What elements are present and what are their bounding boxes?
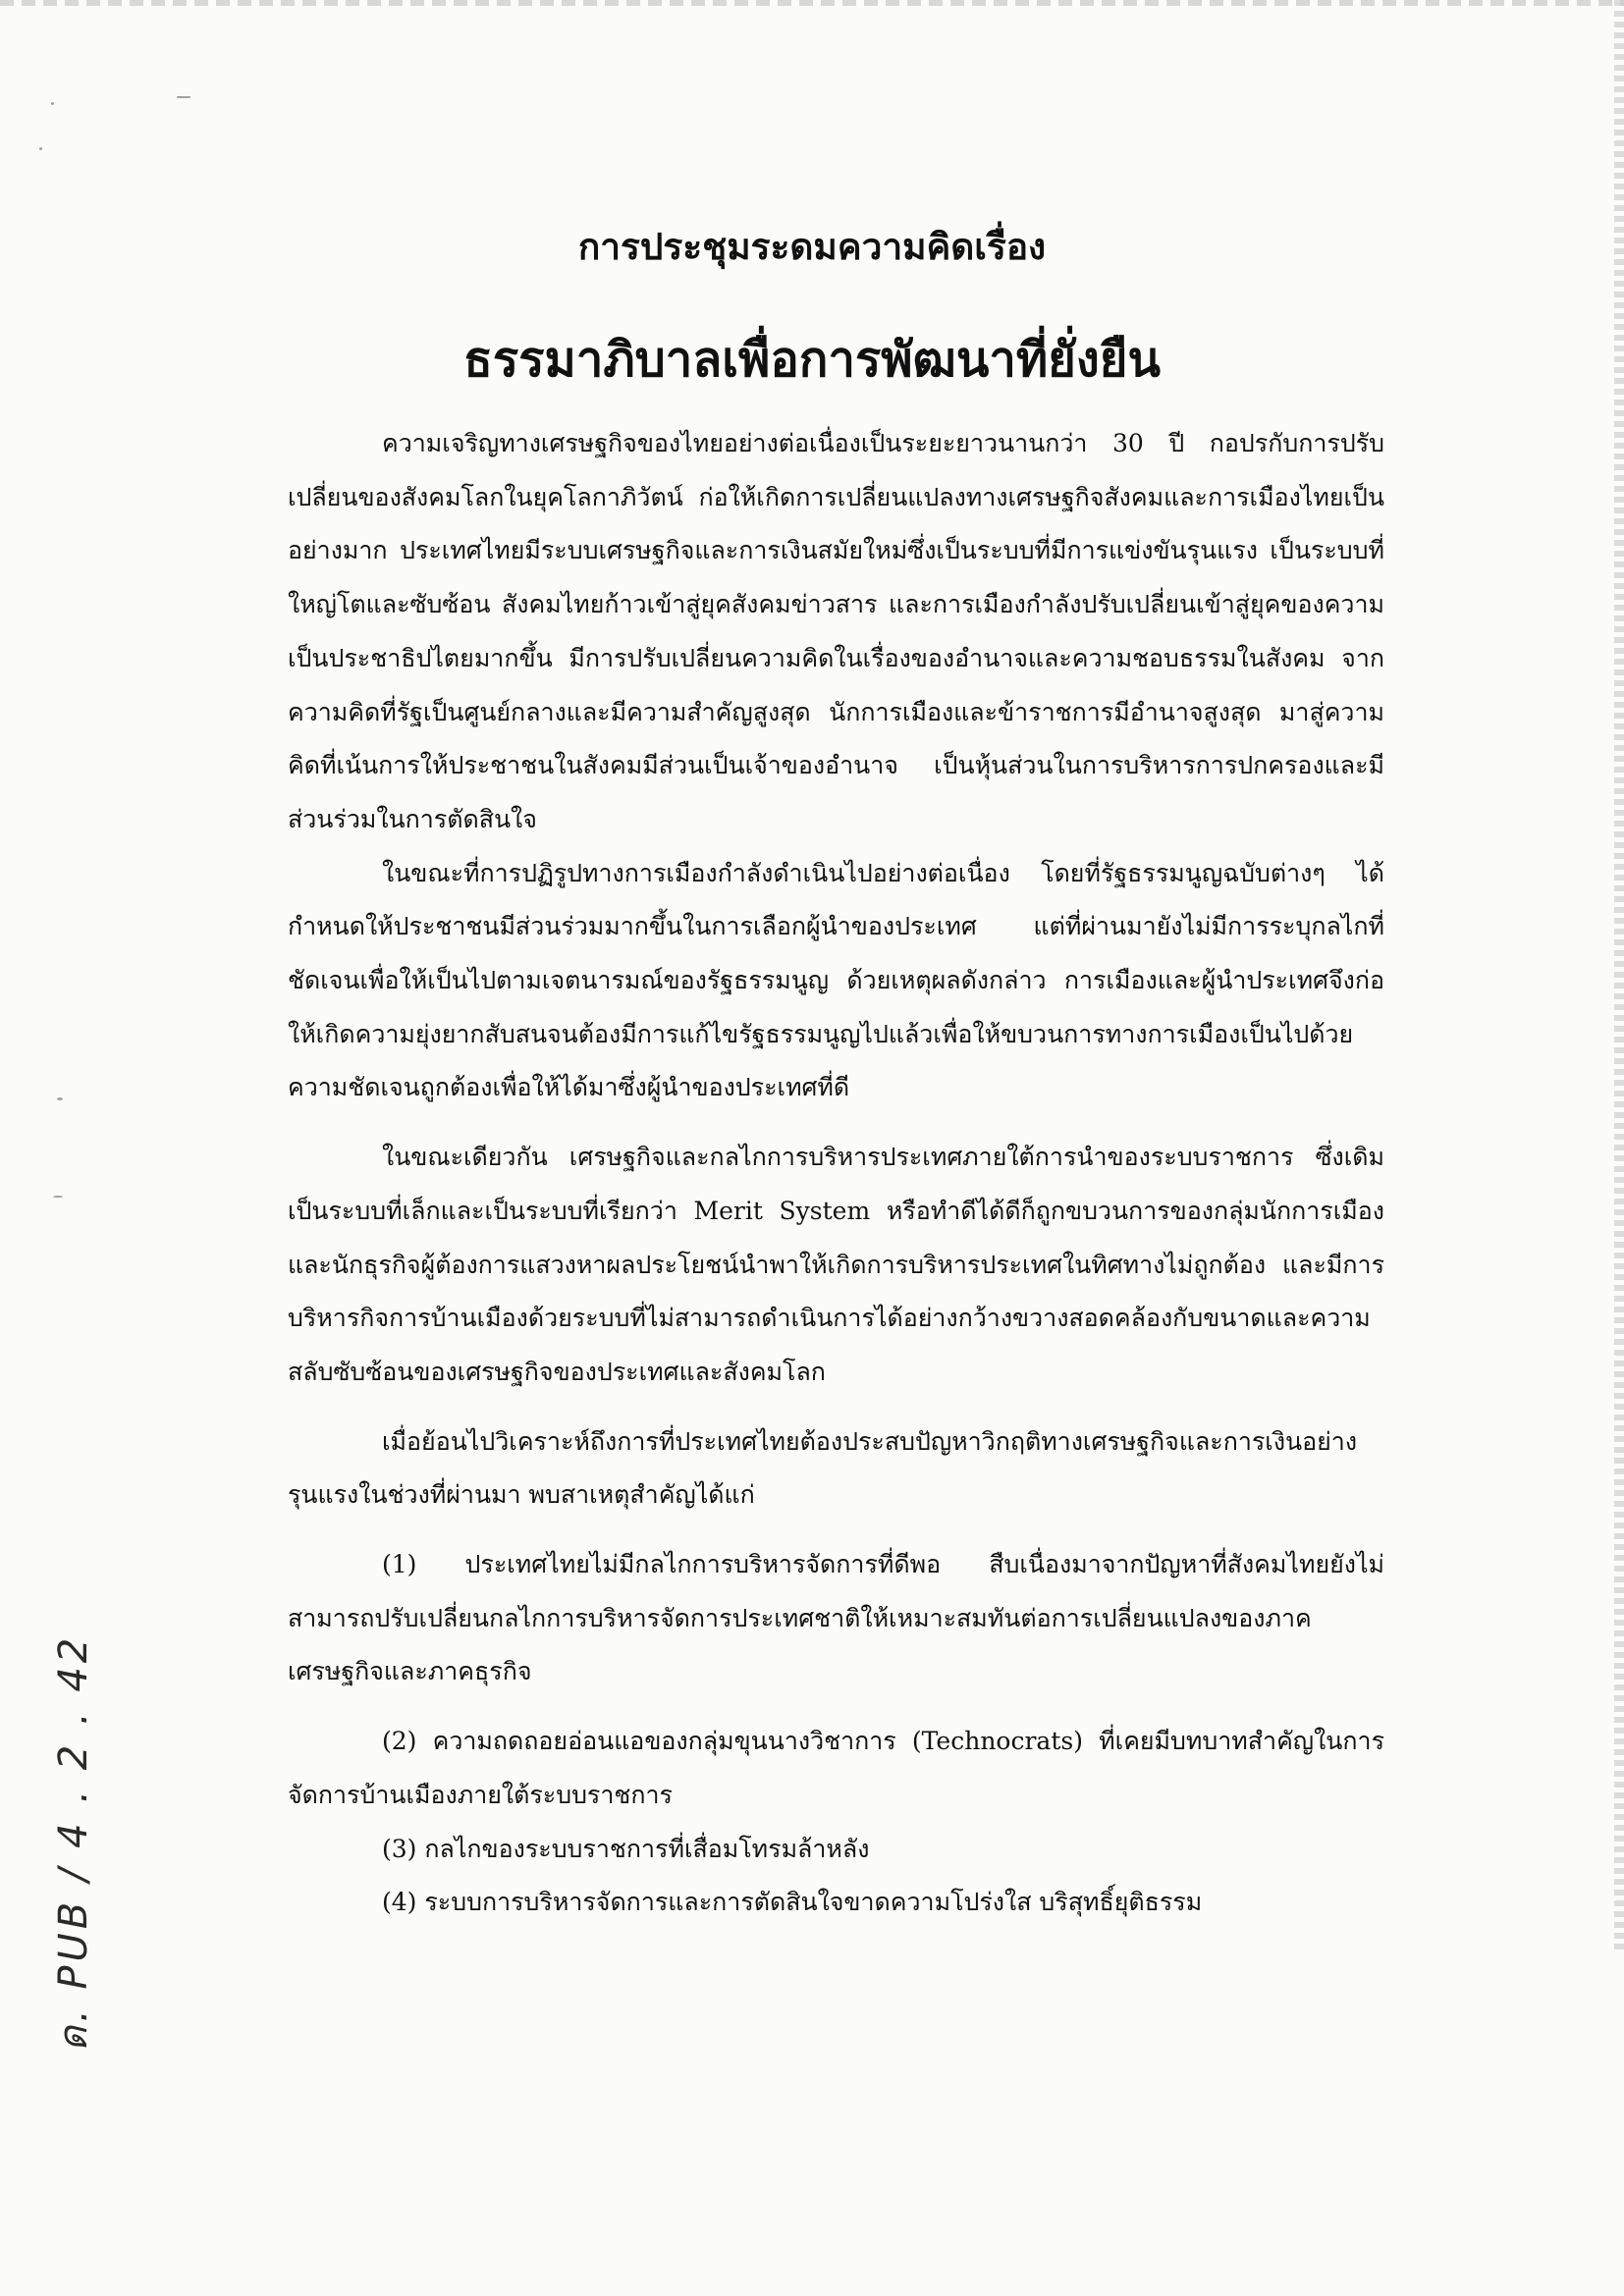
scan-speck (51, 102, 54, 105)
list-item-3: (3) กลไกของระบบราชการที่เสื่อมโทรมล้าหลัง (382, 1834, 870, 1863)
list-item-2: (2) ความถดถอยอ่อนแอของกลุ่มขุนนางวิชาการ (Technocrats) ที่เคยมีบทบาทสำคัญในการจัดการบ้านเมืองภายใต้ระบบราชการ (288, 1727, 1384, 1809)
scan-edge-right (1614, 0, 1624, 1953)
scan-speck (57, 1097, 63, 1100)
scan-edge-top (0, 0, 1624, 6)
document-body (288, 417, 1384, 1930)
handwritten-margin-note: ด. PUB / 4 . 2 . 42 (51, 1633, 96, 2052)
paragraph-4: เมื่อย้อนไปวิเคราะห์ถึงการที่ประเทศไทยต้องประสบปัญหาวิกฤติทางเศรษฐกิจและการเงินอย่างรุนแรงในช่วงที่ผ่านมา พบสาเหตุสำคัญได้แก่ (288, 1426, 1358, 1510)
paragraph-3: ในขณะเดียวกัน เศรษฐกิจและกลไกการบริหารประเทศภายใต้การนำของระบบราชการ ซึ่งเดิมเป็นระบบที่เล็กและเป็นระบบที่เรียกว่า Merit System หรือทำดีได้ดีก็ถูกขบวนการของกลุ่มนักการเมืองและนักธุรกิจผู้ต้องการแสวงหาผลประโยชน์นำพาให้เกิดการบริหารประเทศในทิศทางไม่ถูกต้อง และมีการบริหารกิจการบ้านเมืองด้วยระบบที่ไม่สามารถดำเนินการได้อย่างกว้างขวางสอดคล้องกับขนาดและความสลับซับซ้อนของเศรษฐกิจของประเทศและสังคมโลก (288, 1143, 1384, 1386)
list-item-1: (1) ประเทศไทยไม่มีกลไกการบริหารจัดการที่ดีพอ สืบเนื่องมาจากปัญหาที่สังคมไทยยังไม่สามารถปรับเปลี่ยนกลไกการบริหารจัดการประเทศชาติให้เหมาะสมทันต่อการเปลี่ยนแปลงของภาคเศรษฐกิจและภาคธุรกิจ (288, 1550, 1384, 1686)
document-title-line1: การประชุมระดมความคิดเรื่อง (577, 225, 1047, 268)
scan-speck (177, 96, 190, 98)
document-title-line2: ธรรมาภิบาลเพื่อการพัฒนาที่ยั่งยืน (463, 331, 1161, 388)
list-item-4: (4) ระบบการบริหารจัดการและการตัดสินใจขาดความโปร่งใส บริสุทธิ์ยุติธรรม (382, 1888, 1203, 1917)
scan-speck (53, 1196, 63, 1198)
paragraph-1: ความเจริญทางเศรษฐกิจของไทยอย่างต่อเนื่องเป็นระยะยาวนานกว่า 30 ปี กอปรกับการปรับเปลี่ยนของสังคมโลกในยุคโลกาภิวัตน์ ก่อให้เกิดการเปลี่ยนแปลงทางเศรษฐกิจสังคมและการเมืองไทยเป็นอย่างมาก ประเทศไทยมีระบบเศรษฐกิจและการเงินสมัยใหม่ซึ่งเป็นระบบที่มีการแข่งขันรุนแรง เป็นระบบที่ใหญ่โตและซับซ้อน สังคมไทยก้าวเข้าสู่ยุคสังคมข่าวสาร และการเมืองกำลังปรับเปลี่ยนเข้าสู่ยุคของความเป็นประชาธิปไตยมากขึ้น มีการปรับเปลี่ยนความคิดในเรื่องของอำนาจและความชอบธรรมในสังคม จากความคิดที่รัฐเป็นศูนย์กลางและมีความสำคัญสูงสุด นักการเมืองและข้าราชการมีอำนาจสูงสุด มาสู่ความคิดที่เน้นการให้ประชาชนในสังคมมีส่วนเป็นเจ้าของอำนาจ เป็นหุ้นส่วนในการบริหารการปกครองและมีส่วนร่วมในการตัดสินใจ (288, 429, 1384, 833)
scan-speck (39, 147, 42, 150)
paragraph-2: ในขณะที่การปฏิรูปทางการเมืองกำลังดำเนินไปอย่างต่อเนื่อง โดยที่รัฐธรรมนูญฉบับต่างๆ ได้กำหนดให้ประชาชนมีส่วนร่วมมากขึ้นในการเลือกผู้นำของประเทศ แต่ที่ผ่านมายังไม่มีการระบุกลไกที่ชัดเจนเพื่อให้เป็นไปตามเจตนารมณ์ของรัฐธรรมนูญ ด้วยเหตุผลดังกล่าว การเมืองและผู้นำประเทศจึงก่อให้เกิดความยุ่งยากสับสนจนต้องมีการแก้ไขรัฐธรรมนูญไปแล้วเพื่อให้ขบวนการทางการเมืองเป็นไปด้วยความชัดเจนถูกต้องเพื่อให้ได้มาซึ่งผู้นำของประเทศที่ดี (288, 858, 1384, 1102)
